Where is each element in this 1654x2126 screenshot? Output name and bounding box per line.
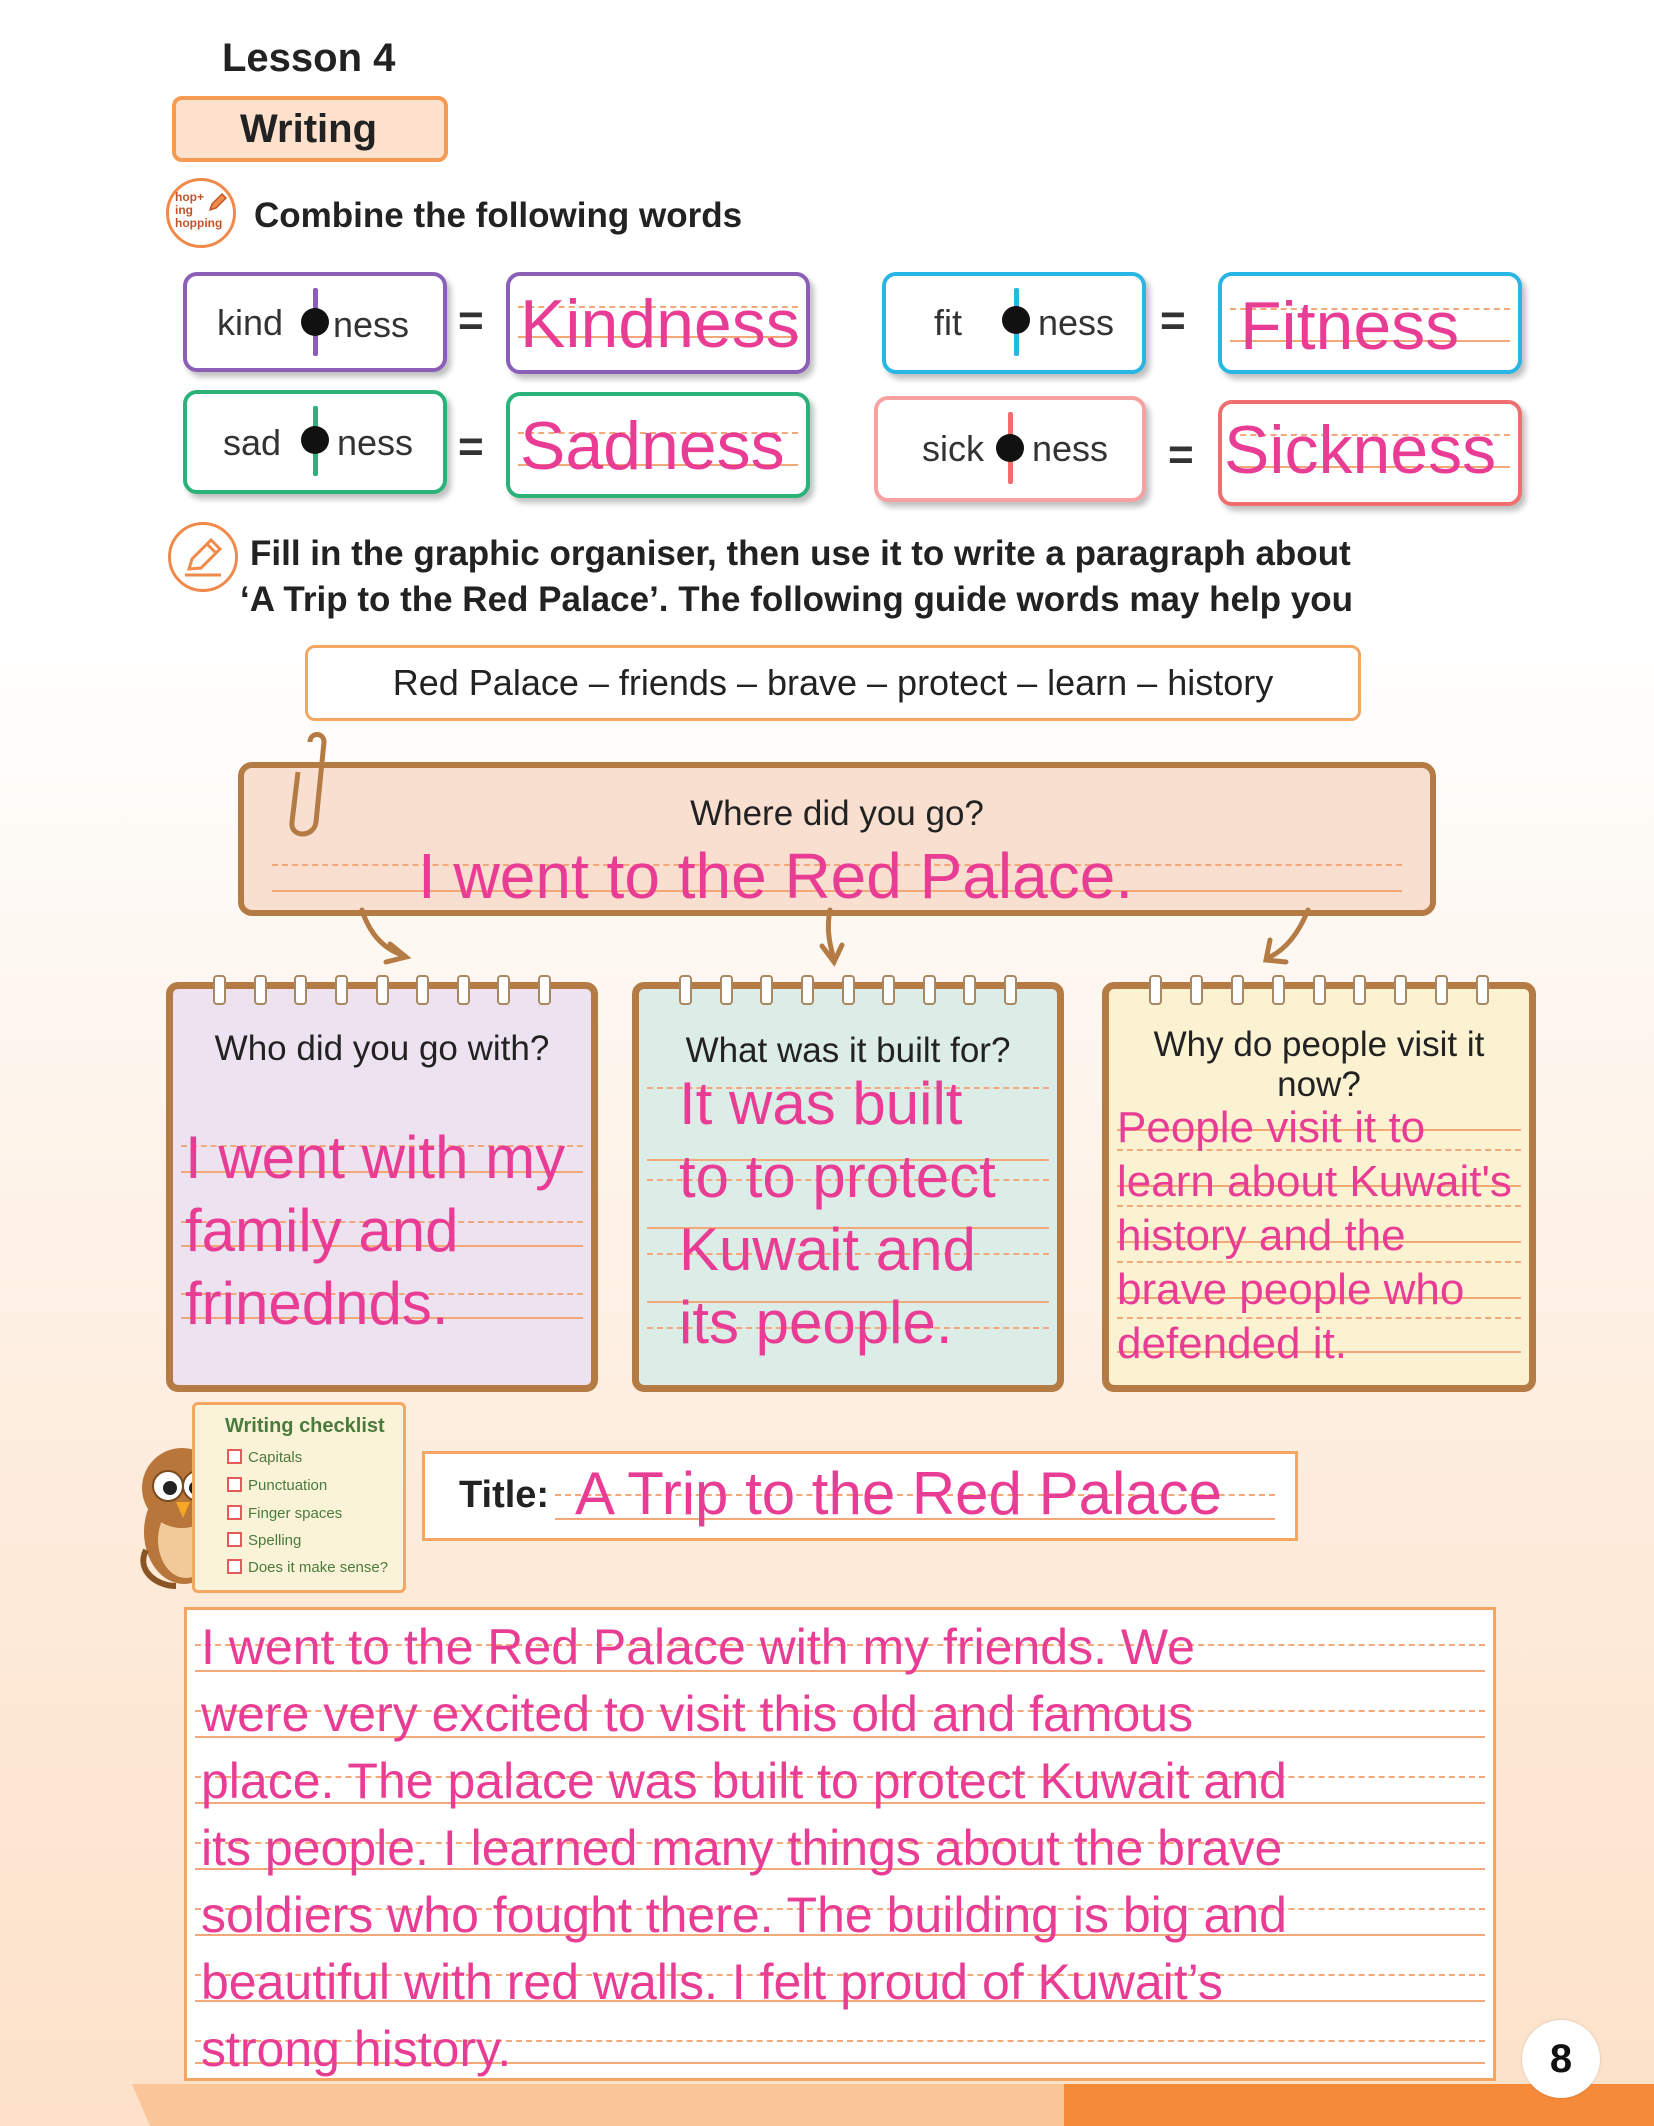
where-box [238,762,1436,916]
word-root: sick [922,428,984,469]
answer-fitness: Fitness [1240,288,1460,364]
word-combine-icon [166,178,236,248]
answer-sickness: Sickness [1224,412,1497,488]
pencil-circle-icon [168,522,238,592]
spiral-rings [213,975,551,1003]
lesson-title: Lesson 4 [222,36,396,80]
answer-box [506,392,810,498]
title-label: Title: [459,1474,550,1516]
instruction-organiser-line1: Fill in the graphic organiser, then use it to write a paragraph about [250,534,1351,573]
question-why-visit-line1: Why do people visit it [1153,1025,1485,1064]
checklist-item: Spelling [227,1532,301,1549]
word-root: sad [223,422,282,463]
title-box [422,1451,1298,1541]
join-dot [1002,306,1030,334]
instruction-organiser-line2: ‘A Trip to the Red Palace’. The following guide words may help you [240,580,1354,619]
paragraph-box [184,1607,1496,2081]
word-parts-box [882,272,1146,374]
checklist-item: Finger spaces [227,1505,342,1522]
checklist-item: Capitals [227,1449,302,1466]
word-suffix: ness [333,304,410,345]
paragraph-text: I went to the Red Palace with my friends. We were very excited to visit this old and famous place. The palace was built to protect Kuwait and its people. I learned many things about the brave soldiers who fought there. The building is big and beautiful with red walls. I felt proud of Kuwait’s strong history. [201,1619,1287,2077]
join-dot [301,426,329,454]
word-root: fit [934,302,963,343]
instruction-combine: Combine the following words [254,196,743,235]
checklist-title: Writing checklist [225,1415,385,1437]
writing-checklist [192,1402,406,1593]
pencil-icon [207,191,229,213]
equals-sign: = [1160,296,1186,345]
footer-band [0,2080,1654,2126]
note-built-for [632,982,1064,1392]
section-label: Writing [172,96,448,162]
word-parts-box [874,396,1146,502]
equals-sign: = [458,296,484,345]
answer-where: I went to the Red Palace. [418,840,1134,912]
question-where: Where did you go? [690,794,984,833]
checklist-item: Does it make sense? [227,1559,388,1576]
word-suffix: ness [1038,302,1115,343]
spiral-rings [679,975,1017,1003]
question-who: Who did you go with? [214,1029,550,1068]
pencil-icon [181,535,225,579]
spiral-rings [1149,975,1489,1003]
answer-built-for: It was built to to protect Kuwait and its people. [679,1070,996,1356]
answer-box [1218,272,1522,374]
join-dot [996,434,1024,462]
note-who [166,982,598,1392]
word-parts-box [183,272,447,372]
answer-sadness: Sadness [520,408,785,484]
equals-sign: = [1168,430,1194,479]
join-dot [301,308,329,336]
word-root: kind [217,302,284,343]
question-why-visit-line2: now? [1277,1065,1361,1104]
equals-sign: = [458,422,484,471]
title-value: A Trip to the Red Palace [575,1460,1223,1527]
question-built-for: What was it built for? [685,1031,1011,1070]
question-why-visit [1109,1025,1529,1105]
word-suffix: ness [337,422,414,463]
note-why-visit [1102,982,1536,1392]
answer-who: I went with my family and frinednds. [185,1124,566,1337]
word-combine-icon-text: hop+ ing hopping [175,190,223,230]
paperclip-icon [280,732,330,842]
answer-kindness: Kindness [520,286,800,362]
page-number: 8 [1522,2020,1600,2098]
answer-box [506,272,810,374]
checklist-item: Punctuation [227,1477,327,1494]
word-suffix: ness [1032,428,1109,469]
answer-box [1218,400,1522,506]
word-parts-box [183,390,447,494]
guide-words-box: Red Palace – friends – brave – protect – learn – history [305,645,1361,721]
answer-why-visit: People visit it to learn about Kuwait's history and the brave people who defended it. [1117,1103,1512,1368]
